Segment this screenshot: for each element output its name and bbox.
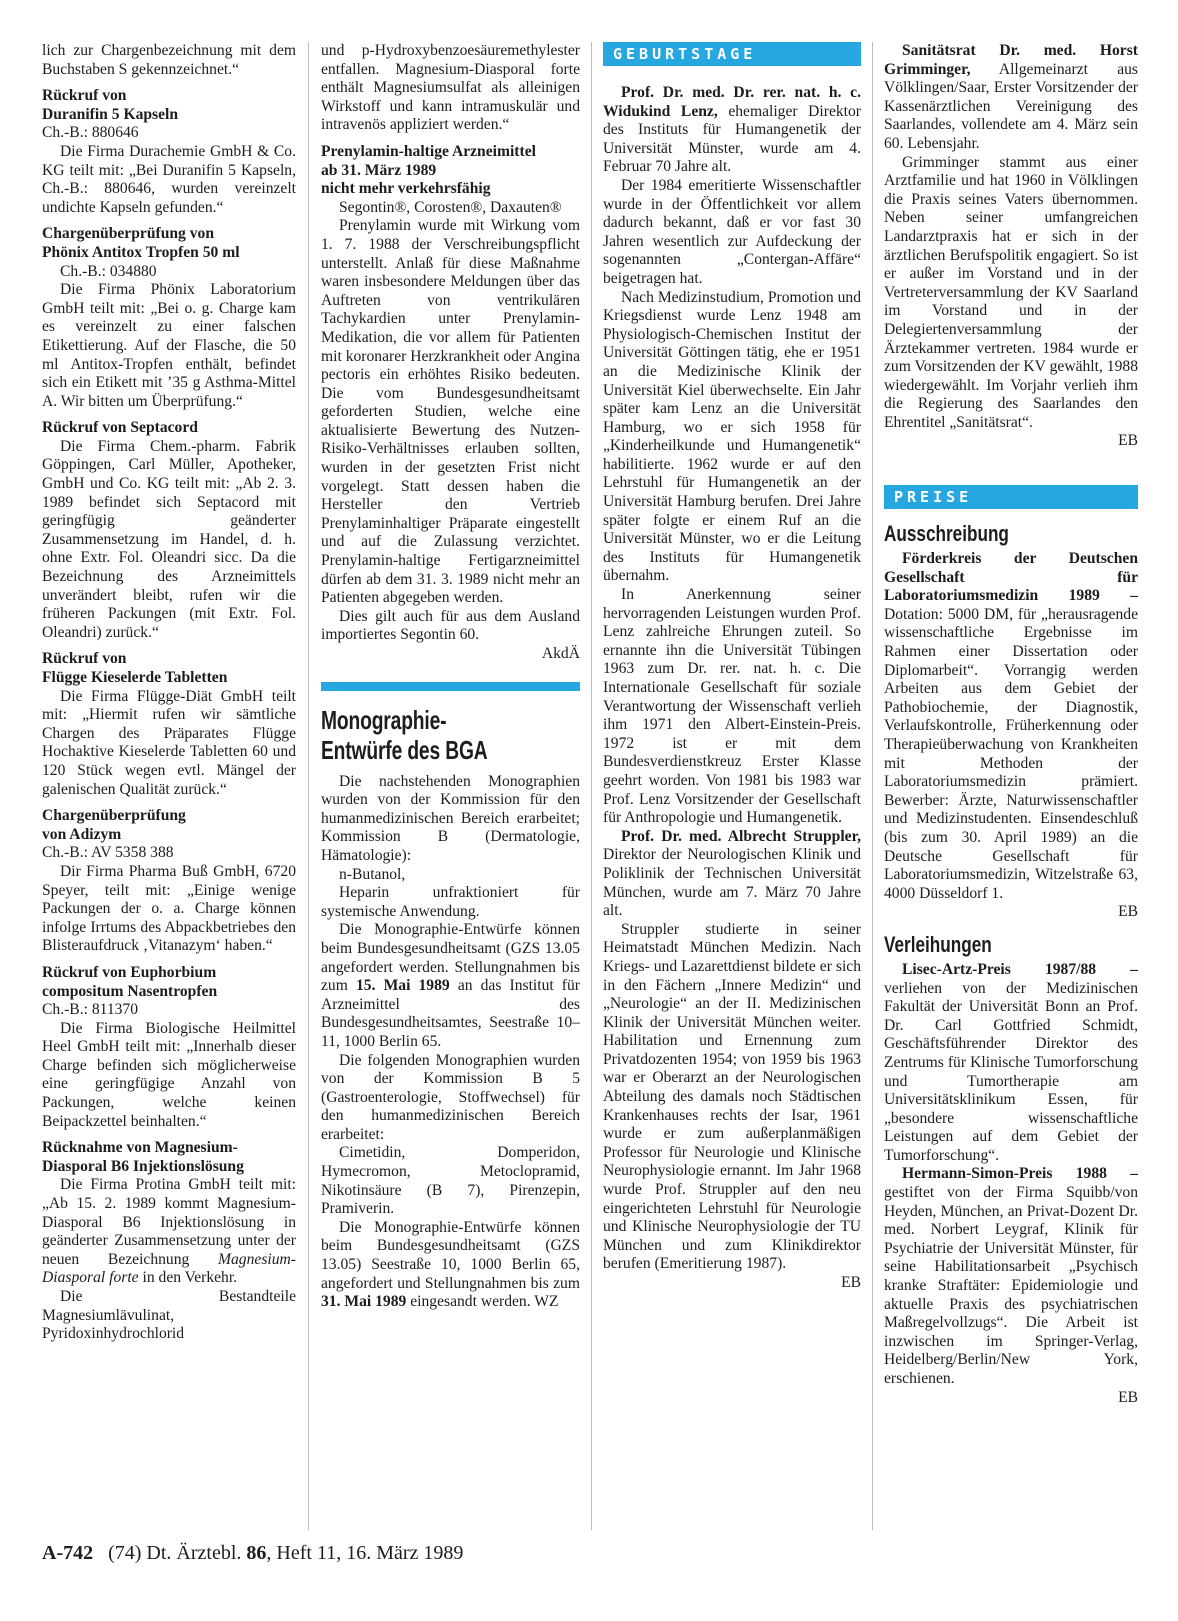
paragraph: Struppler studierte in seiner Heimatstadt München Medizin. Nach Kriegs- und Lazarettdienst bildete er sich in den Fächern „Innere Medizin“ und „Neurologie“ an der II. Medizinischen Klinik der Universität München weiter. Habilitation und Ernennung zum Privatdozenten 1954; von 1959 bis 1963 war er Oberarzt an der Neurologischen Abteilung des damals noch Städtischen Krankenhauses rechts der Isar, 1961 wurde er zum außerplanmäßigen Professor für Neurologie und Klinische Neurophysiologie ernannt. Im Jahr 1968 wurde Prof. Struppler auf den neu eingerichteten Lehrstuhl für Neurologie und Klinische Neurophysiologie der TU München und zum Klinikdirektor berufen (Emeritierung 1987). (603, 920, 861, 1273)
heading-magnesium: Rücknahme von Magnesium- Diasporal B6 Injektionslösung (42, 1139, 244, 1175)
author-signature: EB (1118, 432, 1138, 450)
page-footer (42, 1541, 463, 1565)
section-banner-preise: PREISE (884, 485, 1138, 509)
paragraph: Dies gilt auch für aus dem Ausland importiertes Segontin 60. (321, 607, 580, 644)
paragraph: Dir Firma Pharma Buß GmbH, 6720 Speyer, teilt mit: „Einige wenige Packungen der o. a. Charge können infolge Irrtums des Abpackbetriebes den Blisteraufdruck ‚Vitanazym‘ haben.“ (42, 862, 296, 955)
paragraph: Die Firma Flügge-Diät GmbH teilt mit: „Hiermit rufen wir sämtliche Chargen des Präparates Flügge Hochaktive Kieselerde Tabletten 60 und 120 Stück wegen evtl. Mängel der galenischen Qualität zurück.“ (42, 687, 296, 798)
journal-volume: 86 (246, 1542, 267, 1564)
heading-duranifin: Rückruf von Duranifin 5 Kapseln (42, 87, 179, 123)
column-rule-3 (591, 42, 592, 1530)
heading-adizym: Chargenüberprüfung von Adizym (42, 807, 186, 843)
journal-issue: , Heft 11, 16. März 1989 (266, 1542, 464, 1564)
paragraph: Die Monographie-Entwürfe können beim Bundesgesundheitsamt (GZS 13.05) Seestraße 10, 1000 Berlin 65, angefordert und Stellungnahmen bis zum 31. Mai 1989 eingesandt werden. WZ (321, 1218, 580, 1311)
column-rule-4 (872, 42, 873, 1530)
column-3 (603, 42, 861, 1530)
paragraph: Die Firma Durachemie GmbH & Co. KG teilt mit: „Bei Duranifin 5 Kapseln, Ch.-B.: 880646, wurden vereinzelt undichte Kapseln gefunden.“ (42, 142, 296, 216)
paragraph: Die nachstehenden Monographien wurden von der Kommission für den humanmedizinischen Bereich erarbeitet; Kommission B (Dermatologie, Hämatologie): (321, 772, 580, 864)
paragraph: Die Firma Chem.-pharm. Fabrik Göppingen, Carl Müller, Apotheker, GmbH und Co. KG teilt mit: „Ab 2. 3. 1989 befindet sich Septacord mit geringfügig geänderter Zusammensetzung im Handel, d. h. ohne Extr. Fol. Oleandri sicc. Da die Bezeichnung des Arzneimittels unverändert bleibt, rufen wir die früheren Packungen (mit Extr. Fol. Oleandri) zurück.“ (42, 437, 296, 641)
paragraph: Die Firma Biologische Heilmittel Heel GmbH teilt mit: „Innerhalb dieser Charge befinden sich möglicherweise eine geringfügige Anzahl von Packungen, welche keinen Beipackzettel beinhalten.“ (42, 1019, 296, 1130)
paragraph: Nach Medizinstudium, Promotion und Kriegsdienst wurde Lenz 1948 am Physiologisch-Chemischen Institut der Universität Göttingen tätig, ehe er 1951 an die Medizinische Klinik der Universität Kiel überwechselte. Ein Jahr später kam Lenz an die Universität Hamburg, wo er sich 1958 für „Kinderheilkunde und Humangenetik“ habilitierte. 1962 wurde er auf den Lehrstuhl für Humangenetik an der Universität Hamburg berufen. Drei Jahre später folgte er einem Ruf an die Universität Münster, wo er die Leitung des Instituts für Humangenetik übernahm. (603, 288, 861, 585)
author-signature: EB (1118, 903, 1138, 921)
paragraph: Sanitätsrat Dr. med. Horst Grimminger, Allgemeinarzt aus Völklingen/Saar, Erster Vorsitzender der Kassenärztlichen Vereinigung des Saarlandes, vollendete am 4. März sein 60. Lebensjahr. (884, 42, 1138, 152)
column-4 (884, 42, 1138, 1530)
section-divider-bar (321, 682, 580, 691)
paragraph: Segontin®, Corosten®, Daxauten® (339, 198, 562, 216)
author-signature: EB (1118, 1388, 1138, 1406)
paragraph: und p-Hydroxybenzoesäuremethylester entfallen. Magnesium-Diasporal forte enthält Magnesiumsulfat als alleinigen Wirkstoff und kann intramuskulär und intravenös appliziert werden.“ (321, 42, 580, 134)
page-number: A-742 (42, 1542, 94, 1564)
paragraph: Die folgenden Monographien wurden von der Kommission B 5 (Gastroenterologie, Stoffwechsel) für den humanmedizinischen Bereich erarbeitet: (321, 1051, 580, 1143)
heading-prenylamin: Prenylamin-haltige Arzneimittel ab 31. März 1989 nicht mehr verkehrsfähig (321, 142, 536, 198)
paragraph: In Anerkennung seiner hervorragenden Leistungen wurden Prof. Lenz zahlreiche Ehrungen zuteil. So ernannte ihn die Universität Tübingen 1963 zum Dr. rer. nat. h. c. Die Internationale Gesellschaft für soziale Verantwortung der Wissenschaft verlieh ihm 1971 den Albert-Einstein-Preis. 1972 ist er mit dem Bundesverdienstkreuz Erster Klasse geehrt worden. Von 1981 bis 1983 war Prof. Lenz Vorsitzender der Gesellschaft für Anthropologie und Humangenetik. (603, 586, 861, 827)
paragraph: Hermann-Simon-Preis 1988 – gestiftet von der Firma Squibb/von Heyden, München, an Privat-Dozent Dr. med. Norbert Leygraf, Klinik für Psychiatrie der Universität Münster, für seine Habilitationsarbeit „Psychisch kranke Straftäter: Epidemiologie und aktuelle Praxis des psychiatrischen Maßregelvollzugs“. Die Arbeit ist inzwischen im Springer-Verlag, Heidelberg/Berlin/New York, erschienen. (884, 1165, 1138, 1387)
batch-number: Ch.-B.: 034880 (60, 262, 157, 280)
author-signature: EB (841, 1274, 861, 1291)
article-title-line-2: Entwürfe des BGA (321, 734, 488, 765)
paragraph: Grimminger stammt aus einer Arztfamilie und hat 1960 in Völklingen die Praxis seines Vaters übernommen. Neben seiner umfangreichen Landarztpraxis hat er sich in der ärztlichen Berufspolitik engagiert. So ist er außer im Vorstand und in der Vertreterversammlung der KV Saarland im Vorstand und in der Delegiertenversammlung der Ärztekammer vertreten. 1984 wurde er zum Vorsitzenden der KV gewählt, 1988 wiedergewählt. Im Vorjahr verlieh ihm die Regierung des Saarlandes den Ehrentitel „Sanitätsrat“. (884, 153, 1138, 431)
paragraph: Cimetidin, Domperidon, Hymecromon, Metoclopramid, Nikotinsäure (B 7), Pirenzepin, Pramiverin. (321, 1144, 580, 1218)
section-banner-geburtstage: GEBURTSTAGE (603, 42, 861, 66)
article-title-line-1: Monographie- (321, 704, 447, 735)
paragraph: Prof. Dr. med. Albrecht Struppler, Direktor der Neurologischen Klinik und Poliklinik der Technischen Universität München, wurde am 7. März 70 Jahre alt. (603, 827, 861, 920)
paragraph: Prof. Dr. med. Dr. rer. nat. h. c. Widukind Lenz, ehemaliger Direktor des Instituts für Humangenetik der Universität Münster, wurde am 4. Februar 70 Jahre alt. (603, 84, 861, 176)
paragraph: Die Monographie-Entwürfe können beim Bundesgesundheitsamt (GZS 13.05 angefordert werden. Stellungnahmen bis zum 15. Mai 1989 an das Institut für Arzneimittel des Bundesgesundheitsamtes, Seestraße 10–11, 1000 Berlin 65. (321, 921, 580, 1050)
heading-septacord: Rückruf von Septacord (42, 419, 198, 437)
column-1 (42, 42, 296, 1530)
paragraph: Heparin unfraktioniert für systemische Anwendung. (321, 884, 580, 920)
heading-euphorbium: Rückruf von Euphorbium compositum Nasentropfen (42, 963, 218, 1000)
paragraph: Die Firma Protina GmbH teilt mit: „Ab 15. 2. 1989 kommt Magnesium-Diasporal B6 Injektionslösung in geänderter Zusammensetzung unter der neuen Bezeichnung Magnesium-Diasporal forte in den Verkehr. (42, 1176, 296, 1287)
batch-number: Ch.-B.: 880646 (42, 124, 139, 142)
heading-fluegge: Rückruf von Flügge Kieselerde Tabletten (42, 650, 228, 686)
batch-number: Ch.-B.: AV 5358 388 (42, 844, 174, 862)
column-2 (321, 42, 580, 1530)
paragraph: Der 1984 emeritierte Wissenschaftler wurde in der Öffentlichkeit vor allem dadurch bekannt, daß er vor fast 30 Jahren wesentlich zur Aufdeckung der sogenannten „Contergan-Affäre“ beigetragen hat. (603, 176, 861, 287)
paragraph: Prenylamin wurde mit Wirkung vom 1. 7. 1988 der Verschreibungspflicht unterstellt. Anlaß für diese Maßnahme waren insbesondere Meldungen über das Auftreten von ventrikulären Tachykardien unter Prenylamin-Medikation, die vor allem für Patienten mit koronarer Herzkrankheit oder Angina pectoris ein erhöhtes Risiko bedeuten. Die vom Bundesgesundheitsamt geforderten Studien, welche eine aktualisierte Bewertung des Nutzen-Risiko-Verhältnisses erlauben sollten, wurden in der gesetzten Frist nicht vorgelegt. Statt dessen haben die Hersteller den Vertrieb Prenylaminhaltiger Präparate eingestellt und auf die Zulassung verzichtet. Prenylamin-haltige Fertigarzneimittel dürfen ab dem 31. 3. 1989 nicht mehr an Patienten abgegeben werden. (321, 217, 580, 607)
subsection-title-verleihungen: Verleihungen (884, 931, 992, 957)
author-signature: AkdÄ (541, 645, 580, 662)
batch-number: Ch.-B.: 811370 (42, 1001, 139, 1019)
paragraph: Lisec-Artz-Preis 1987/88 – verliehen von der Medizinischen Fakultät der Universität Bonn an Prof. Dr. Carl Gottfried Schmidt, Geschäftsführender Direktor des Zentrums für Klinische Tumorforschung und Tumortherapie am Universitätsklinikum Essen, für „besondere wissenschaftliche Leistungen auf dem Gebiet der Tumorforschung“. (884, 960, 1138, 1164)
subsection-title-ausschreibung: Ausschreibung (884, 521, 1009, 547)
paragraph: lich zur Chargenbezeichnung mit dem Buchstaben S gekennzeichnet.“ (42, 42, 296, 78)
column-rule-2 (308, 42, 309, 1530)
paragraph: Die Bestandteile Magnesiumlävulinat, Pyridoxinhydrochlorid (42, 1288, 296, 1343)
paragraph: Förderkreis der Deutschen Gesellschaft für Laboratoriumsmedizin 1989 – Dotation: 5000 DM, für „herausragende wissenschaftliche Ergebnisse im Rahmen einer Dissertation oder Diplomarbeit“. Vorrangig werden Arbeiten aus dem Gebiet der Pathobiochemie, der Diagnostik, Verlaufskontrolle, Früherkennung oder Therapieüberwachung von Krankheiten mit Methoden der Laboratoriumsmedizin prämiert. Bewerber: Ärzte, Naturwissenschaftler und Medizinstudenten. Einsendeschluß (bis zum 30. April 1989) an die Deutsche Gesellschaft für Laboratoriumsmedizin, Witzelstraße 63, 4000 Düsseldorf 1. (884, 550, 1138, 902)
paragraph: n-Butanol, (339, 865, 406, 883)
heading-phoenix: Chargenüberprüfung von Phönix Antitox Tropfen 50 ml (42, 225, 240, 261)
paragraph: Die Firma Phönix Laboratorium GmbH teilt mit: „Bei o. g. Charge kam es vereinzelt zu einer falschen Etikettierung. Auf der Flasche, die 50 ml Antitox-Tropfen enthält, befindet sich ein Etikett mit ’35 g Asthma-Mittel A. Wir bitten um Überprüfung.“ (42, 281, 296, 410)
journal-citation: (74) Dt. Ärztebl. (108, 1542, 242, 1564)
